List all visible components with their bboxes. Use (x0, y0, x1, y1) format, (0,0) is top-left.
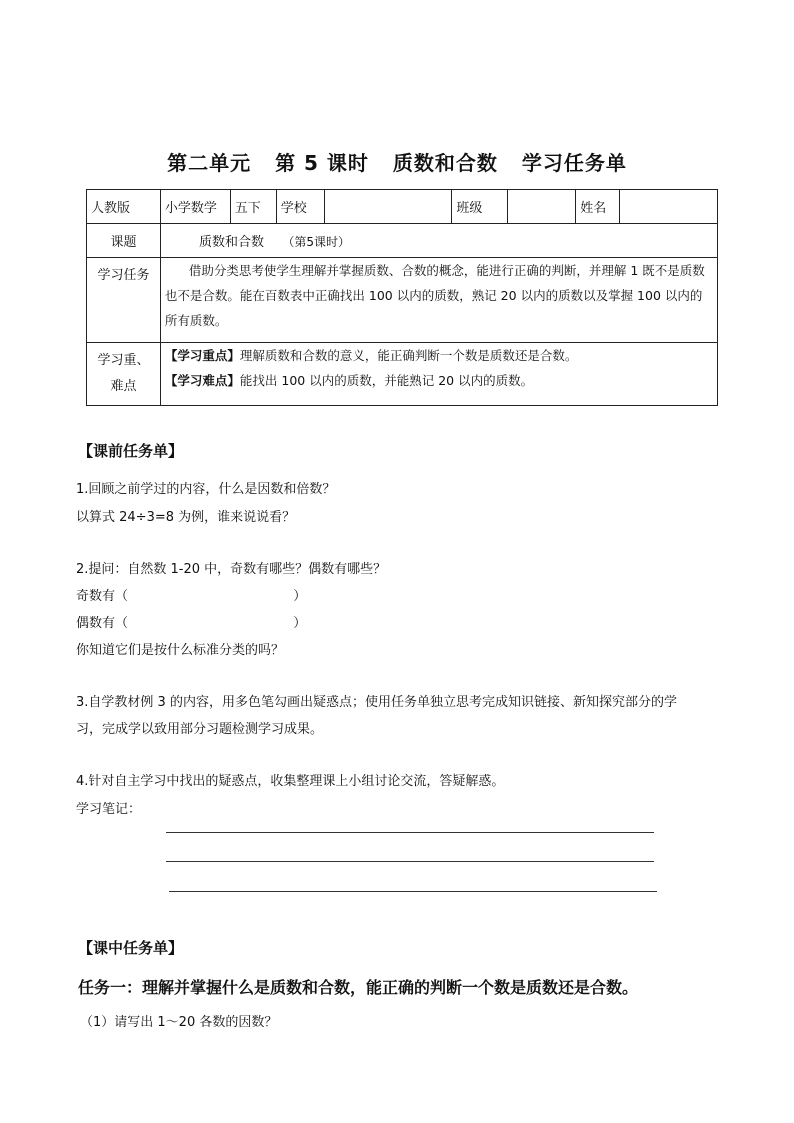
cell-school-value[interactable] (324, 190, 452, 224)
odd-numbers-line: 奇数有（ ） (76, 589, 307, 604)
info-row-focus (87, 343, 718, 406)
notes-line-2[interactable] (166, 861, 654, 862)
title-lesson: 第 5 课时 (275, 151, 369, 175)
cell-edition: 人教版 (87, 190, 161, 224)
pre-q2: 2.提问：自然数 1-20 中，奇数有哪些？偶数有哪些？ (76, 562, 387, 577)
cell-name-value[interactable] (620, 190, 718, 224)
focus-cell (160, 343, 717, 406)
pre-q1b: 以算式 24÷3=8 为例，谁来说说看？ (76, 510, 296, 525)
even-numbers-line: 偶数有（ ） (76, 616, 307, 631)
title-unit: 第二单元 (167, 151, 252, 175)
topic-value: 质数和合数 (199, 235, 265, 250)
info-table (86, 189, 718, 406)
notes-line-1[interactable] (166, 832, 654, 833)
cell-school-label: 学校 (276, 190, 324, 224)
pre-class-heading: 【课前任务单】 (78, 442, 184, 460)
cell-class-label: 班级 (452, 190, 508, 224)
topic-note: （第5课时） (282, 235, 350, 249)
difficulty-text: 能找出 100 以内的质数，并能熟记 20 以内的质数。 (239, 373, 534, 388)
in-class-q1: （1）请写出 1～20 各数的因数？ (80, 1015, 278, 1030)
topic-cell (160, 224, 717, 258)
in-class-heading: 【课中任务单】 (78, 939, 184, 957)
task-cell (160, 258, 717, 343)
page-title (0, 147, 794, 176)
focus-label-line1: 学习重、 (97, 353, 150, 368)
pre-q4: 4.针对自主学习中找出的疑惑点，收集整理课上小组讨论交流，答疑解惑。 (76, 774, 505, 789)
focus-label (87, 343, 161, 406)
pre-q2b: 你知道它们是按什么标准分类的吗？ (76, 643, 285, 658)
topic-label: 课题 (87, 224, 161, 258)
cell-subject: 小学数学 (160, 190, 230, 224)
key-point-text: 理解质数和合数的意义，能正确判断一个数是质数还是合数。 (239, 348, 578, 363)
pre-q3b: 习，完成学以致用部分习题检测学习成果。 (76, 722, 324, 737)
notes-line-3[interactable] (169, 891, 657, 892)
key-point-tag: 【学习重点】 (164, 348, 240, 363)
title-topic: 质数和合数 (392, 151, 498, 175)
title-sheet: 学习任务单 (521, 151, 627, 175)
info-row-task (87, 258, 718, 343)
pre-q3a: 3.自学教材例 3 的内容，用多色笔勾画出疑惑点；使用任务单独立思考完成知识链接、新知探究部分的学 (76, 695, 677, 710)
info-row-basic (87, 190, 718, 224)
cell-grade: 五下 (230, 190, 276, 224)
task-label: 学习任务 (87, 258, 161, 343)
task-one-heading: 任务一：理解并掌握什么是质数和合数，能正确的判断一个数是质数还是合数。 (78, 978, 639, 997)
cell-name-label: 姓名 (576, 190, 620, 224)
task-text: 借助分类思考使学生理解并掌握质数、合数的概念，能进行正确的判断，并理解 1 既不是质数也不是合数。能在百数表中正确找出 100 以内的质数，熟记 20 以内的质数以及掌握 100 以内的所有质数。 (164, 263, 705, 328)
difficulty-tag: 【学习难点】 (164, 373, 240, 388)
focus-label-line2: 难点 (110, 379, 137, 394)
cell-class-value[interactable] (508, 190, 576, 224)
pre-q1: 1.回顾之前学过的内容，什么是因数和倍数？ (76, 482, 336, 497)
notes-label: 学习笔记： (76, 802, 142, 817)
info-row-topic (87, 224, 718, 258)
